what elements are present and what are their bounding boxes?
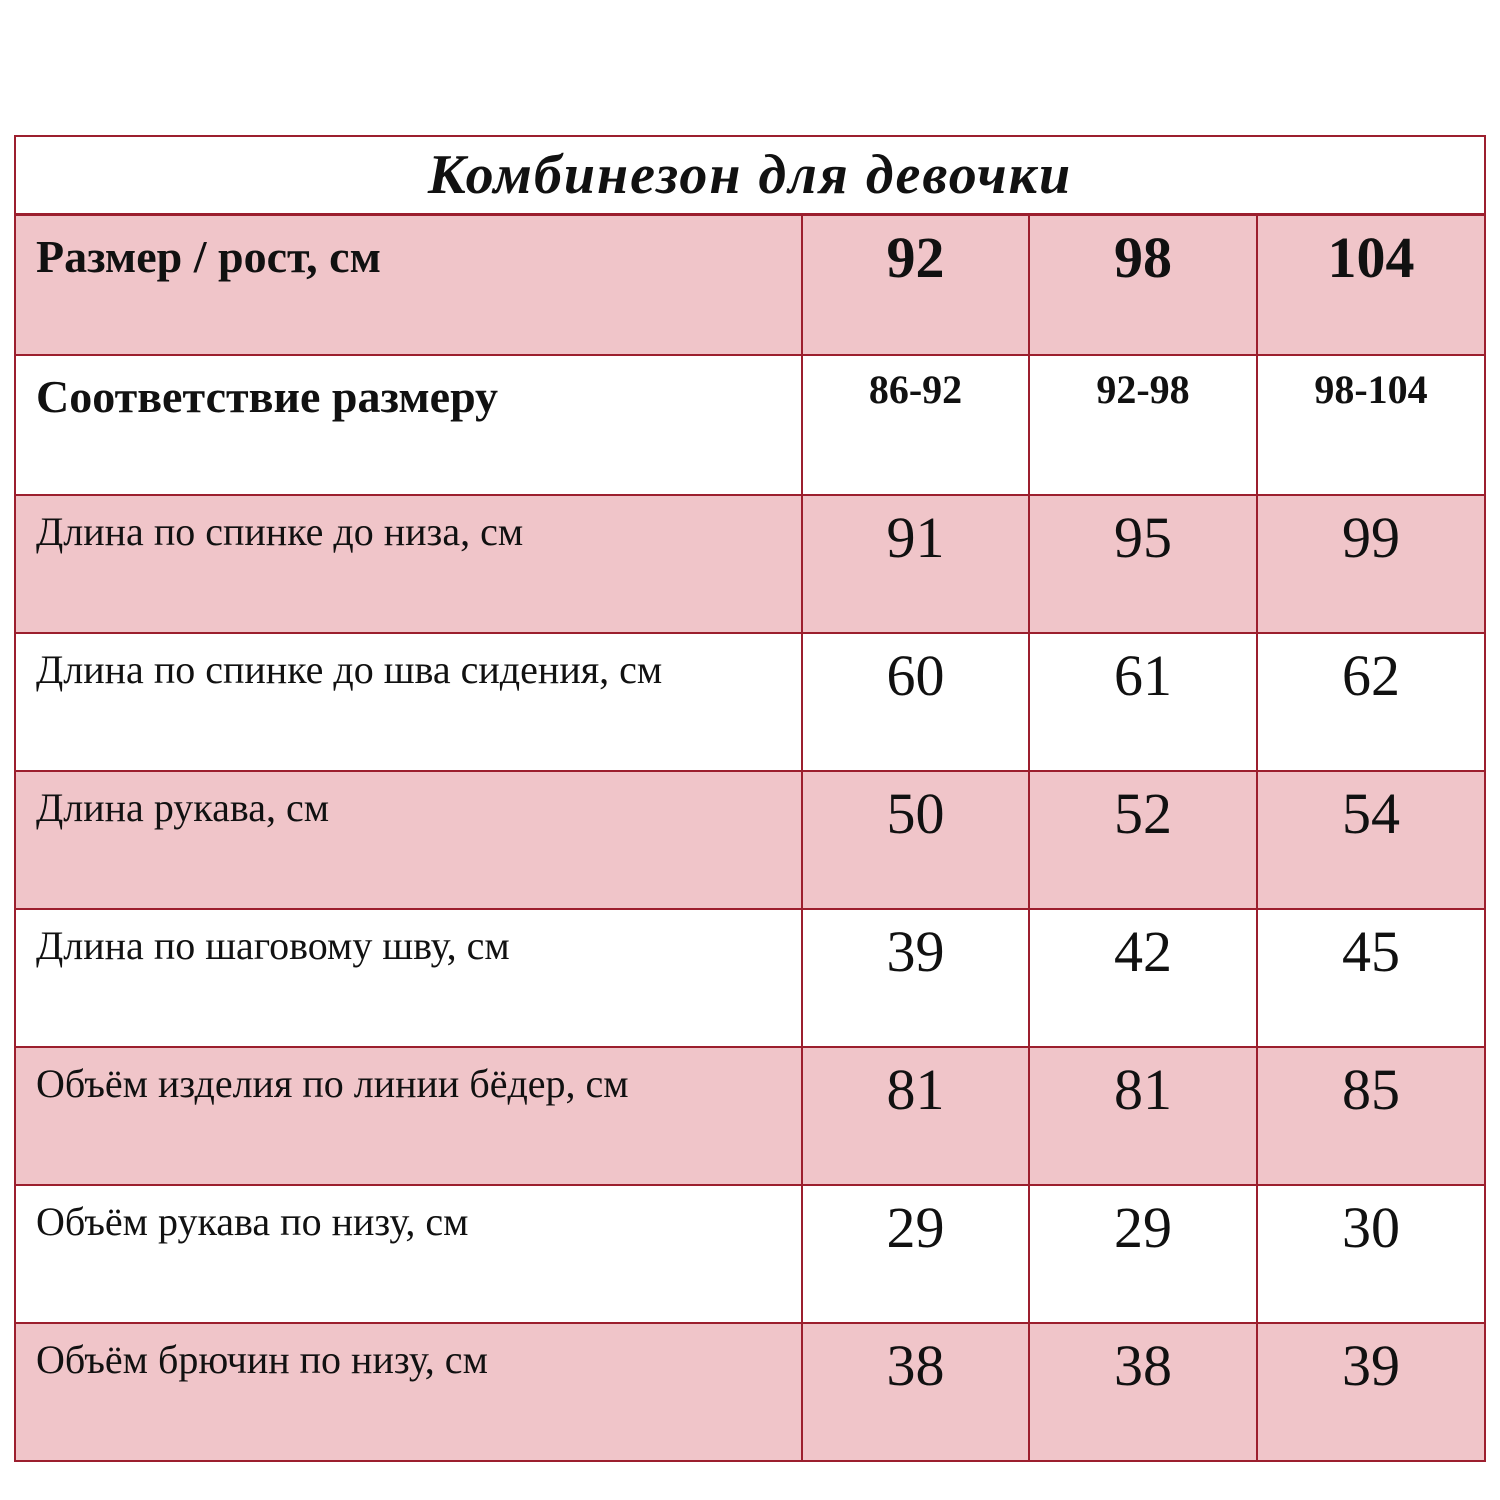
row-value: 62 <box>1257 633 1484 771</box>
row-value: 61 <box>1029 633 1257 771</box>
row-value: 60 <box>802 633 1029 771</box>
title-row <box>16 137 1484 216</box>
table-row <box>16 1323 1484 1460</box>
row-value: 99 <box>1257 495 1484 633</box>
chart-title: Комбинезон для девочки <box>427 144 1073 206</box>
size-98: 98 <box>1029 216 1257 355</box>
row-label: Длина по спинке до низа, см <box>16 495 802 633</box>
row-value: 54 <box>1257 771 1484 909</box>
row-label: Длина по спинке до шва сидения, см <box>16 633 802 771</box>
table-row <box>16 909 1484 1047</box>
row-value: 42 <box>1029 909 1257 1047</box>
header-row <box>16 216 1484 355</box>
size-table <box>16 216 1484 1460</box>
row-value: 29 <box>802 1185 1029 1323</box>
row-value: 45 <box>1257 909 1484 1047</box>
row-label: Длина по шаговому шву, см <box>16 909 802 1047</box>
size-92: 92 <box>802 216 1029 355</box>
header-label: Размер / рост, см <box>16 216 802 355</box>
row-value: 52 <box>1029 771 1257 909</box>
table-row <box>16 771 1484 909</box>
row-value: 81 <box>1029 1047 1257 1185</box>
size-104: 104 <box>1257 216 1484 355</box>
row-value: 81 <box>802 1047 1029 1185</box>
row-value: 39 <box>1257 1323 1484 1460</box>
row-value: 39 <box>802 909 1029 1047</box>
row-value: 29 <box>1029 1185 1257 1323</box>
table-row <box>16 495 1484 633</box>
fit-label: Соответствие размеру <box>16 355 802 495</box>
table-row <box>16 1047 1484 1185</box>
row-label: Объём изделия по линии бёдер, см <box>16 1047 802 1185</box>
row-value: 38 <box>802 1323 1029 1460</box>
row-value: 38 <box>1029 1323 1257 1460</box>
row-value: 95 <box>1029 495 1257 633</box>
row-label: Объём брючин по низу, см <box>16 1323 802 1460</box>
fit-value: 92-98 <box>1029 355 1257 495</box>
row-value: 50 <box>802 771 1029 909</box>
row-label: Объём рукава по низу, см <box>16 1185 802 1323</box>
fit-value: 86-92 <box>802 355 1029 495</box>
table-row <box>16 1185 1484 1323</box>
fit-row <box>16 355 1484 495</box>
row-value: 85 <box>1257 1047 1484 1185</box>
fit-value: 98-104 <box>1257 355 1484 495</box>
table-row <box>16 633 1484 771</box>
row-value: 30 <box>1257 1185 1484 1323</box>
row-label: Длина рукава, см <box>16 771 802 909</box>
size-chart <box>14 135 1486 1462</box>
row-value: 91 <box>802 495 1029 633</box>
